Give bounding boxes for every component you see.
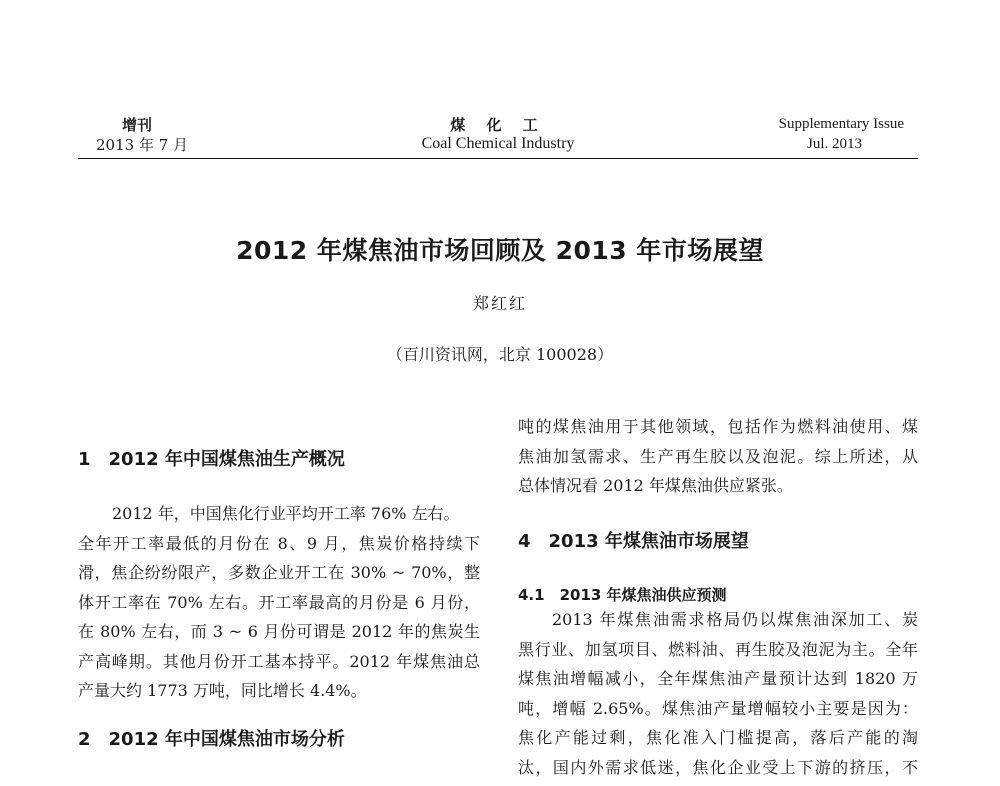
- header-issue-date: 2013 年 7 月: [96, 136, 189, 154]
- section-heading-1: 1 2012 年中国煤焦油生产概况: [78, 449, 345, 470]
- text-line: 总体情况看 2012 年煤焦油供应紧张。: [518, 476, 793, 495]
- text-line: 黑行业、加氢项目、燃料油、再生胶及泡泥为主。全年: [518, 639, 918, 659]
- subsection41-paragraph: [518, 605, 918, 782]
- text-line: 煤焦油增幅减小，全年煤焦油产量预计达到 1820 万: [518, 669, 918, 688]
- text-line: 滑，焦企纷纷限产，多数企业开工在 30% ~ 70%，整: [78, 563, 480, 582]
- text-line: 全年开工率最低的月份在 8、9 月，焦炭价格持续下: [78, 533, 480, 553]
- text-line: 吨，增幅 2.65%。煤焦油产量增幅较小主要是因为：: [518, 698, 918, 718]
- journal-header: [78, 112, 918, 160]
- text-line: 在 80% 左右，而 3 ~ 6 月份可谓是 2012 年的焦炭生: [78, 622, 480, 641]
- article-title: 2012 年煤焦油市场回顾及 2013 年市场展望: [236, 236, 764, 265]
- text-line: 体开工率在 70% 左右。开工率最高的月份是 6 月份，: [78, 592, 480, 612]
- subsection-heading-4-1: 4.1 2013 年煤焦油供应预测: [518, 586, 727, 604]
- text-line: 汰，国内外需求低迷，焦化企业受上下游的挤压，不: [518, 757, 918, 777]
- header-issue-type: 增刊: [122, 116, 153, 134]
- section1-paragraph: [78, 499, 480, 706]
- header-journal-name-en: Coal Chemical Industry: [421, 135, 575, 152]
- text-line: 焦油加氢需求、生产再生胶以及泡泥。综上所述，从: [518, 446, 918, 466]
- text-line: 产高峰期。其他月份开工基本持平。2012 年煤焦油总: [78, 651, 480, 671]
- section-heading-2: 2 2012 年中国煤焦油市场分析: [78, 729, 345, 750]
- header-rule: [78, 158, 918, 159]
- text-line: 2013 年煤焦油需求格局仍以煤焦油深加工、炭: [552, 610, 918, 629]
- article-affiliation: （百川资讯网，北京 100028）: [386, 345, 614, 364]
- header-journal-name-cn: 煤 化 工: [450, 116, 546, 134]
- continued-paragraph: [518, 412, 918, 501]
- text-line: 吨的煤焦油用于其他领域，包括作为燃料油使用、煤: [518, 417, 918, 436]
- text-line: 产量大约 1773 万吨，同比增长 4.4%。: [78, 681, 367, 700]
- article-author: 郑红红: [472, 294, 527, 313]
- text-line: 2012 年，中国焦化行业平均开工率 76% 左右。: [112, 504, 460, 523]
- header-issue-date-en: Jul. 2013: [806, 136, 862, 152]
- section-heading-4: 4 2013 年煤焦油市场展望: [518, 531, 749, 552]
- text-line: 焦化产能过剩，焦化准入门槛提高，落后产能的淘: [518, 728, 918, 747]
- header-issue-type-en: Supplementary Issue: [778, 116, 904, 132]
